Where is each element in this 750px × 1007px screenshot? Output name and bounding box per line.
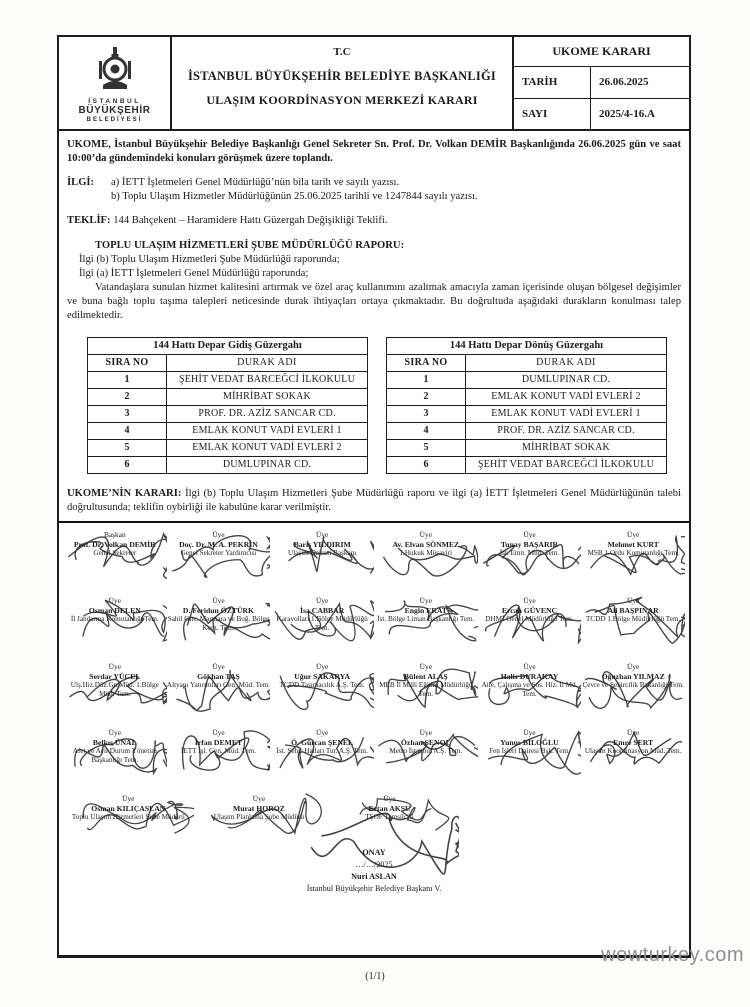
signature-role: Üye (212, 530, 225, 540)
approval-block (259, 847, 489, 895)
signature-row (63, 591, 685, 657)
signature-org: İst. Şehir Hatları Tur. A.Ş. Tem. (276, 747, 368, 756)
signature-name: Ali BAŞPINAR (607, 605, 659, 615)
tarih-label: TARİH (514, 67, 591, 98)
signature-cell (581, 591, 685, 657)
signature-area (59, 523, 689, 895)
signature-name: Oğuzhan YILMAZ (601, 671, 665, 681)
signature-name: Barış YILDIRIM (293, 539, 351, 549)
table-row (88, 456, 368, 473)
signature-name: Mehmet KURT (607, 539, 659, 549)
approval-org: İstanbul Büyükşehir Belediye Başkanı V. (306, 883, 442, 893)
logo-text-line2: BÜYÜKŞEHİR (78, 105, 151, 117)
signature-name: Yunus BİLOĞLU (500, 737, 559, 747)
intro-paragraph: UKOME, İstanbul Büyükşehir Belediye Başkanlığı Genel Sekreter Sn. Prof. Dr. Volkan DEMİR Başkanlığında 26.06.2025 gün ve saat 10:00’da gündemindeki konuları görüşmek üzere toplandı. (67, 139, 681, 164)
signature-cell (167, 723, 271, 789)
header-title-cell (172, 37, 512, 129)
approval-name: Nuri ASLAN (351, 872, 397, 882)
rapor-line2: İlgi (a) İETT İşletmeleri Genel Müdürlüğü raporunda; (79, 267, 309, 279)
signature-role: Üye (108, 728, 121, 738)
table-row (88, 371, 368, 388)
signature-org: Toplu Ulaşım Hizmetleri Şube Müdürü (71, 813, 185, 822)
signature-org: Genel Sekreter Yardımcısı (180, 549, 257, 558)
signature-role: Üye (419, 728, 432, 738)
signature-cell (374, 657, 478, 723)
signature-cell (581, 657, 685, 723)
signature-role: Üye (315, 596, 329, 606)
signature-org: İl Jandarma Komutanlığı Tem. (70, 615, 159, 624)
tarih-value: 26.06.2025 (599, 76, 649, 89)
sira-no-cell: 4 (387, 422, 466, 439)
donus-table (386, 337, 667, 474)
durak-adi-cell: PROF. DR. AZİZ SANCAR CD. (466, 422, 667, 439)
signature-role: Üye (626, 530, 640, 540)
signature-name: Osman DELEN (88, 605, 141, 615)
signature-org: TCDD 1.Bölge Müdürlüğü Tem. (586, 615, 681, 624)
signature-org: Fen İşleri Dairesi Bşk. Tem. (489, 747, 570, 756)
ilgi-label: İLGİ: (67, 176, 95, 188)
header-doc-type: ULAŞIM KOORDİNASYON MERKEZİ KARARI (206, 93, 478, 107)
signature-role: Üye (419, 662, 432, 672)
signature-role: Üye (626, 662, 640, 672)
durak-adi-cell: ŞEHİT VEDAT BARCEĞCİ İLKOKULU (167, 371, 368, 388)
header-institution: İSTANBUL BÜYÜKŞEHİR BELEDİYE BAŞKANLIĞI (187, 69, 496, 83)
table-row (387, 405, 667, 422)
header-tc: T.C (333, 46, 351, 58)
signature-name: Halis DURAKAY (500, 671, 559, 681)
sira-no-cell: 1 (387, 371, 466, 388)
signature-name: Uğur SAKARYA (294, 671, 351, 681)
sayi-row (514, 98, 689, 130)
signature-role: Üye (626, 728, 640, 738)
teklif-text: 144 Bahçekent – Haramidere Hattı Güzergah Değişikliği Teklifi. (113, 214, 388, 226)
signature-org: TŞOF Temsilcisi (365, 813, 414, 822)
signature-cell (478, 525, 582, 591)
durak-adi-cell: EMLAK KONUT VADİ EVLERİ 2 (167, 439, 368, 456)
signature-cell (63, 591, 167, 657)
signature-role: Üye (212, 596, 225, 606)
durak-adi-cell: DUMLUPINAR CD. (466, 371, 667, 388)
signature-org: 1.Hukuk Müşaviri (399, 549, 453, 558)
signature-name: Tunay BAŞARIR (500, 539, 559, 549)
table-row (387, 371, 667, 388)
signature-role: Üye (523, 662, 536, 672)
sira-no-cell: 3 (387, 405, 466, 422)
sira-no-cell: 2 (387, 388, 466, 405)
signature-org: İst. Bölge Liman Başkanlığı Tem. (377, 615, 475, 624)
signature-cell (374, 525, 478, 591)
signature-name: Serdar YÜCEL (89, 671, 141, 681)
signature-org: Karayolları 1.Bölge Müdürlüğü Tem. (276, 615, 368, 633)
signature-row (63, 657, 685, 723)
signature-role: Üye (252, 794, 266, 804)
durak-adi-cell: DUMLUPINAR CD. (167, 456, 368, 473)
ilgi-block (67, 176, 681, 204)
document-body (59, 131, 689, 323)
page-number: (1/1) (365, 971, 385, 982)
signature-cell (167, 591, 271, 657)
durak-adi-cell: PROF. DR. AZİZ SANCAR CD. (167, 405, 368, 422)
signature-role: Üye (315, 662, 329, 672)
signature-row (63, 789, 455, 843)
karar-label: UKOME’NİN KARARI: (67, 487, 182, 499)
rapor-line1: İlgi (b) Toplu Ulaşım Hizmetleri Şube Müdürlüğü raporunda; (79, 253, 340, 265)
rapor-title: TOPLU ULAŞIM HİZMETLERİ ŞUBE MÜDÜRLÜĞÜ RAPORU: (95, 239, 405, 251)
sira-no-cell: 1 (88, 371, 167, 388)
signature-role: Üye (626, 596, 640, 606)
signature-org: Çevre ve Şehircilik Bakanlığı Tem. (582, 681, 684, 690)
gidis-col-sira-no: SIRA NO (88, 354, 167, 371)
signature-org: Ulş.Hiz.Düz.Gn.Müd. 1.Bölge Müd. Tem. (70, 681, 159, 699)
signature-cell (270, 657, 374, 723)
signature-role: Başkan (103, 530, 126, 540)
durak-adi-cell: MİHRİBAT SOKAK (167, 388, 368, 405)
karar-paragraph (67, 487, 681, 516)
signature-role: Üye (108, 596, 121, 606)
signature-org: Ulaşım Dairesi Başkanı (288, 549, 357, 558)
signature-org: Metro İstanbul A.Ş. Tem. (389, 747, 463, 756)
logo-cell (59, 37, 172, 129)
signature-role: Üye (212, 728, 225, 738)
ukome-karari-title: UKOME KARARI (514, 37, 689, 67)
signature-name: Emre SERT (613, 737, 654, 747)
signature-name: Ertan AKSU (368, 803, 411, 813)
table-row (387, 439, 667, 456)
signature-name: Osman KILIÇASLAN (91, 803, 166, 813)
signature-name: Özhan ŞENOL (400, 737, 451, 747)
signature-role: Üye (523, 596, 536, 606)
table-row (387, 422, 667, 439)
donus-col-sira-no: SIRA NO (387, 354, 466, 371)
signature-cell (63, 525, 167, 591)
signature-name: İrfan DEMET (194, 737, 243, 747)
signature-role: Üye (523, 728, 536, 738)
signature-cell (581, 723, 685, 789)
approval-title: ONAY (362, 848, 386, 858)
signature-cell (167, 657, 271, 723)
table-row (88, 439, 368, 456)
approval-date: …/…/2025 (355, 860, 393, 870)
signature-org: İst. Emn. Müd. Tem. (499, 549, 560, 558)
signature-role: Üye (383, 794, 396, 804)
signature-org: Ulaşım Koordinasyon Müd. Tem. (584, 747, 682, 756)
durak-adi-cell: EMLAK KONUT VADİ EVLERİ 1 (466, 405, 667, 422)
signature-name: Gökhan TAŞ (197, 671, 240, 681)
signature-org: Ulaşım Planlama Şube Müdürü (213, 813, 305, 822)
signature-cell (270, 525, 374, 591)
ibb-emblem-icon (93, 45, 137, 95)
table-row (387, 456, 667, 473)
rapor-paragraph: Vatandaşlara sunulan hizmet kalitesini artırmak ve özel araç kullanımını azaltmak amacıyla zaman içerisinde oluşan bölgesel değişimler ve buna bağlı toplu taşıma talepleri neticesinde durak ihtiyaçları ortaya çıkmaktadır. Bu doğrultuda aşağıdaki durakların konulması talep edilmektedir. (67, 281, 681, 321)
logo-text-line3: BELEDİYESİ (86, 116, 143, 123)
signature-cell (478, 657, 582, 723)
signature-name: Ercan GÜVENÇ (501, 605, 558, 615)
signature-cell (374, 591, 478, 657)
signature-role: Üye (108, 662, 121, 672)
signature-role: Üye (419, 596, 432, 606)
ilgi-item-a: a) İETT İşletmeleri Genel Müdürlüğü’nün bila tarih ve sayılı yazısı. (111, 176, 400, 188)
sira-no-cell: 5 (387, 439, 466, 456)
signature-name: Prof. Dr. Volkan DEMİR (73, 539, 156, 549)
signature-grid (63, 525, 685, 843)
donus-col-durak-adi: DURAK ADI (466, 354, 667, 371)
signature-org: MSB 1.Ordu Komutanlığı Tem. (587, 549, 679, 558)
signature-cell (63, 657, 167, 723)
ilgi-items (111, 176, 478, 204)
signature-name: D. Feridun ÖZTÜRK (182, 605, 255, 615)
signature-org: Afet ve Acil Durum Yönetim Başkanlığı Tem. (72, 747, 157, 765)
document-header (59, 37, 689, 131)
signature-cell (270, 591, 374, 657)
signature-cell (478, 723, 582, 789)
sira-no-cell: 6 (387, 456, 466, 473)
karar-text: İlgi (b) Toplu Ulaşım Hizmetleri Şube Müdürlüğü raporu ve ilgi (a) İETT İşletmeleri Genel Müdürlüğünün talebi doğrultusunda; teklifin oybirliği ile kabulüne karar verilmiştir. (67, 487, 681, 513)
signature-cell (194, 789, 325, 843)
signature-org: Altyapı Yatırımları Gen. Müd. Tem. (166, 681, 271, 690)
tarih-row (514, 67, 689, 98)
signature-name: İsa CABBAR (300, 605, 345, 615)
sayi-value: 2025/4-16.A (599, 107, 655, 120)
teklif-label: TEKLİF: (67, 214, 111, 226)
signature-name: Murat HOROZ (232, 803, 285, 813)
signature-role: Üye (315, 530, 329, 540)
signature-cell (270, 723, 374, 789)
signature-org: İETT İşl. Gen. Müd. Tem. (180, 747, 257, 756)
durak-adi-cell: ŞEHİT VEDAT BARCEĞCİ İLKOKULU (466, 456, 667, 473)
durak-adi-cell: EMLAK KONUT VADİ EVLERİ 1 (167, 422, 368, 439)
signature-row (63, 525, 685, 591)
sayi-label: SAYI (514, 99, 591, 130)
watermark: wowturkey.com (601, 944, 744, 966)
signature-cell (478, 591, 582, 657)
table-row (387, 388, 667, 405)
signature-name: Belkıs ÜNAL (92, 737, 137, 747)
signature-name: Engin ERAT (404, 605, 447, 615)
route-tables (87, 337, 667, 474)
signature-role: Üye (523, 530, 536, 540)
header-meta-cell (512, 37, 689, 129)
logo-text-line1: İSTANBUL (88, 97, 141, 105)
sira-no-cell: 3 (88, 405, 167, 422)
table-row (88, 388, 368, 405)
durak-adi-cell: EMLAK KONUT VADİ EVLERİ 2 (466, 388, 667, 405)
sira-no-cell: 6 (88, 456, 167, 473)
signature-role: Üye (419, 530, 432, 540)
signature-role: Üye (212, 662, 225, 672)
sira-no-cell: 5 (88, 439, 167, 456)
gidis-table-title: 144 Hattı Depar Gidiş Güzergahı (88, 337, 368, 354)
signature-cell (581, 525, 685, 591)
sira-no-cell: 2 (88, 388, 167, 405)
signature-cell (167, 525, 271, 591)
signature-name: Ö. Gürcan ŞENEL (291, 737, 354, 747)
signature-name: Doç. Dr. M. A. PEKRİN (179, 539, 258, 549)
donus-table-title: 144 Hattı Depar Dönüş Güzergahı (387, 337, 667, 354)
gidis-table (87, 337, 368, 474)
signature-cell (63, 723, 167, 789)
signature-org: Sahil Güv. Marmara ve Boğ. Bölge Kom. Tem. (167, 615, 270, 633)
signature-role: Üye (122, 794, 135, 804)
signature-role: Üye (315, 728, 329, 738)
signature-name: Av. Elvan SÖNMEZ (392, 539, 460, 549)
signature-cell (374, 723, 478, 789)
signature-org: Genel Sekreter (93, 549, 137, 558)
durak-adi-cell: MİHRİBAT SOKAK (466, 439, 667, 456)
signature-cell (324, 789, 455, 843)
table-row (88, 405, 368, 422)
table-row (88, 422, 368, 439)
document-frame (57, 35, 691, 958)
signature-row (63, 723, 685, 789)
teklif-line (67, 214, 681, 228)
sira-no-cell: 4 (88, 422, 167, 439)
signature-name: Bülent ALAŞ (403, 671, 448, 681)
ilgi-item-b: b) Toplu Ulaşım Hizmetler Müdürlüğünün 25.06.2025 tarihli ve 1247844 sayılı yazısı. (111, 190, 478, 202)
signature-org: TCDD Taşımacılık A.Ş. Tem. (279, 681, 365, 690)
signature-org: MEB İl Milli Eğitim Müdürlüğü Tem. (379, 681, 473, 699)
signature-org: Aile, Çalışma ve Sos. Hiz. İl Md. Tem. (481, 681, 578, 699)
gidis-col-durak-adi: DURAK ADI (167, 354, 368, 371)
signature-cell (63, 789, 194, 843)
signature-org: DHMİ Genel Müdürlüğü Tem. (485, 615, 574, 624)
